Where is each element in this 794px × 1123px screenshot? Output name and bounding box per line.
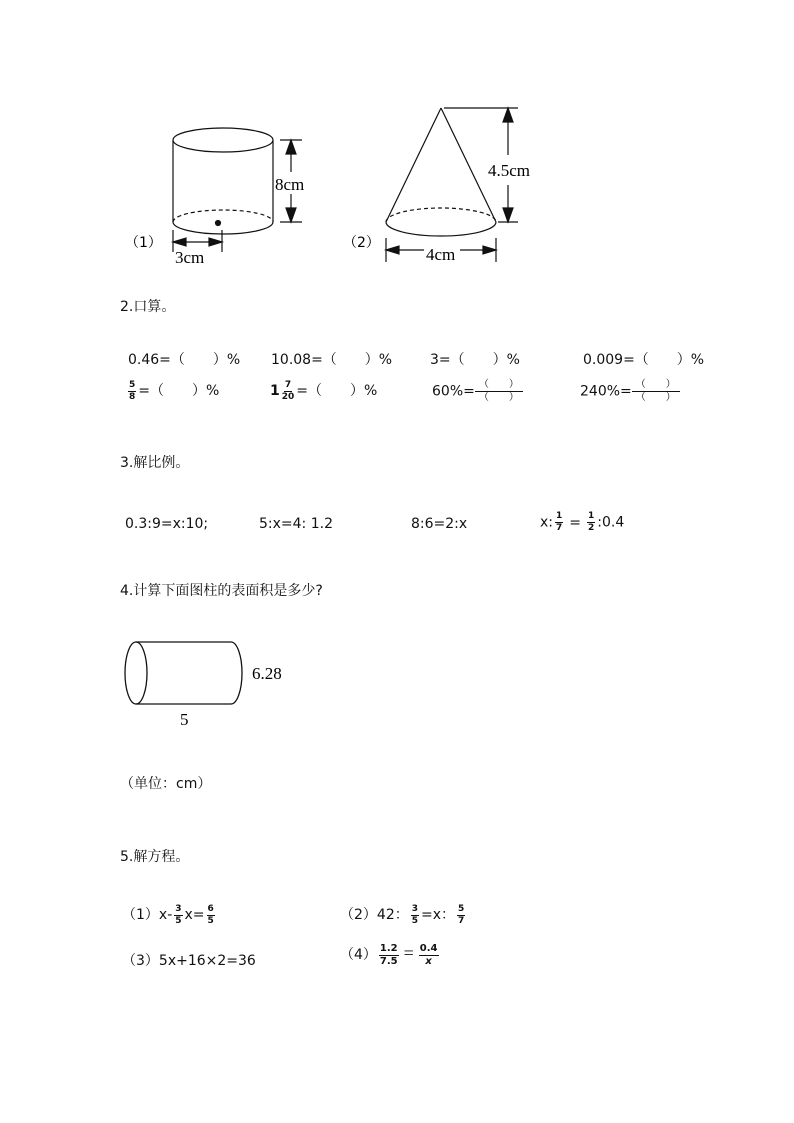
figure-1-label: （1） bbox=[125, 235, 162, 251]
q3-title: 3.解比例。 bbox=[120, 455, 190, 471]
cone-figure bbox=[386, 108, 518, 262]
q5-equation-3: （3）5x+16×2=36 bbox=[122, 953, 256, 969]
fraction: $\frac{1.2}{7.5}$ bbox=[379, 942, 398, 967]
fraction: $\frac{5}{7}$ bbox=[458, 903, 465, 926]
figure-2-label: （2） bbox=[343, 235, 380, 251]
q5-equation-1: （1）x- $\frac{3}{5}$ x= $\frac{6}{5}$ bbox=[122, 903, 214, 926]
cone-diameter-label: 4cm bbox=[426, 245, 456, 264]
fraction: $\frac{1}{2}$ bbox=[588, 511, 595, 533]
q2-title: 2.口算。 bbox=[120, 299, 176, 315]
q2-item-8: 240%= （ ） （ ） bbox=[580, 380, 680, 403]
q3-item-4: x: $\frac{1}{7}$ = $\frac{1}{2}$ :0.4 bbox=[540, 511, 625, 533]
q5-equation-4: （4） $\frac{1.2}{7.5}$ = $\frac{0.4}{x}$ bbox=[340, 942, 438, 967]
circumference-label: 6.28 bbox=[252, 664, 282, 683]
q2-item-1: 0.46=（ ）% bbox=[128, 352, 241, 368]
fraction: $\frac{3}{5}$ bbox=[175, 903, 182, 926]
fraction: $\frac{1}{7}$ bbox=[556, 511, 563, 533]
fraction: $\frac{6}{5}$ bbox=[207, 903, 214, 926]
q2-item-2: 10.08=（ ）% bbox=[271, 352, 393, 368]
q3-item-3: 8:6=2:x bbox=[411, 516, 468, 532]
horizontal-cylinder-figure bbox=[110, 628, 310, 738]
fraction-blank: （ ） （ ） bbox=[632, 380, 680, 403]
fraction: $\frac{0.4}{x}$ bbox=[419, 942, 438, 967]
cylinder-height-label: 8cm bbox=[275, 175, 305, 194]
q2-item-5: $\frac{5}{8}$ =（ ）% bbox=[129, 379, 220, 402]
q4-title: 4.计算下面图柱的表面积是多少? bbox=[120, 583, 323, 599]
figures-diagram bbox=[0, 0, 794, 300]
q2-item-7: 60%= （ ） （ ） bbox=[432, 380, 523, 403]
fraction: $\frac{3}{5}$ bbox=[411, 903, 418, 926]
unit-note: （单位：cm） bbox=[120, 776, 212, 792]
fraction: $\frac{7}{20}$ bbox=[281, 379, 295, 402]
q3-item-2: 5:x=4: 1.2 bbox=[259, 516, 333, 532]
fraction: $\frac{5}{8}$ bbox=[129, 379, 136, 402]
q3-item-1: 0.3:9=x:10; bbox=[125, 516, 209, 532]
q5-title: 5.解方程。 bbox=[120, 849, 190, 865]
q2-item-4: 0.009=（ ）% bbox=[583, 352, 705, 368]
cylinder-radius-label: 3cm bbox=[175, 248, 205, 267]
fraction-blank: （ ） （ ） bbox=[475, 380, 523, 403]
length-label: 5 bbox=[180, 710, 189, 729]
q2-item-6: 1 $\frac{7}{20}$ =（ ）% bbox=[270, 379, 378, 402]
q5-equation-2: （2）42： $\frac{3}{5}$ =x： $\frac{5}{7}$ bbox=[340, 903, 465, 926]
cone-height-label: 4.5cm bbox=[488, 161, 531, 180]
q2-item-3: 3=（ ）% bbox=[430, 352, 520, 368]
